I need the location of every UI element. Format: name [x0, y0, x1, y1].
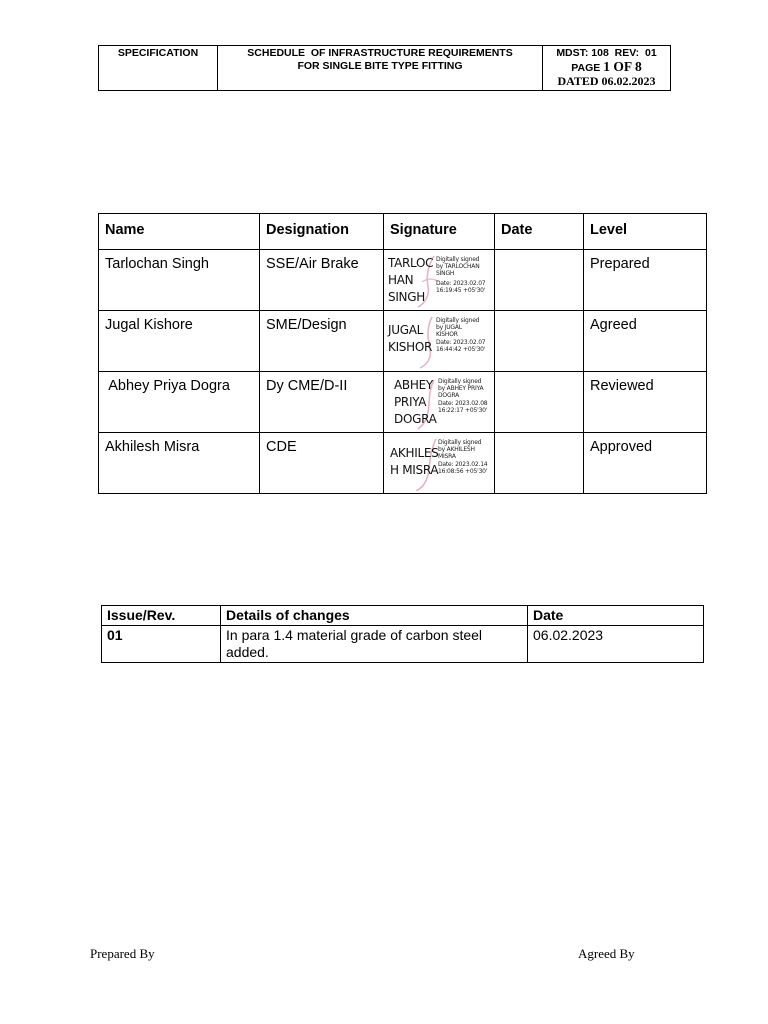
sig-detail-line: Date: 2023.02.07 — [436, 279, 486, 287]
table-row — [99, 433, 707, 494]
sig-detail-line: 16:22:17 +05'30' — [438, 406, 488, 414]
sig-name-line: DOGRA — [394, 412, 437, 426]
sig-detail-line: SINGH — [436, 270, 455, 278]
sig-detail-line: DOGRA — [438, 392, 460, 400]
col-level: Level — [584, 214, 707, 250]
sig-detail-line: KISHOR — [436, 331, 458, 339]
table-row — [99, 372, 707, 433]
doc-ref: MDST: 108 REV: 01 — [556, 47, 657, 59]
approval-level: Reviewed — [584, 372, 707, 433]
digital-signature — [384, 250, 495, 311]
sign-date — [495, 250, 584, 311]
signer-designation: Dy CME/D-II — [260, 372, 384, 433]
sign-date — [495, 433, 584, 494]
signature-details — [436, 317, 494, 353]
sig-name-line: JUGAL — [388, 323, 424, 337]
approval-level: Approved — [584, 433, 707, 494]
sig-name-line: PRIYA — [394, 395, 427, 409]
digital-signature — [384, 311, 495, 372]
approval-level: Agreed — [584, 311, 707, 372]
signer-designation: CDE — [260, 433, 384, 494]
issue-number: 01 — [102, 626, 221, 663]
sig-name-line: KISHOR — [388, 340, 433, 354]
col-name: Name — [99, 214, 260, 250]
sig-detail-line: 16:44:42 +05'30' — [436, 345, 486, 353]
digital-signature — [384, 372, 495, 433]
sig-detail-line: by AKHILESH — [438, 446, 475, 454]
signature-details — [438, 439, 496, 475]
sig-name-line: SINGH — [388, 290, 425, 304]
document-reference — [543, 46, 671, 91]
sig-name-line: AKHILES — [390, 446, 439, 460]
digital-signature — [384, 433, 495, 494]
signer-name: Jugal Kishore — [99, 311, 260, 372]
page-number — [546, 60, 667, 75]
signature-name — [390, 445, 438, 479]
document-title — [218, 46, 543, 91]
col-designation: Designation — [260, 214, 384, 250]
title-line-1: SCHEDULE OF INFRASTRUCTURE REQUIREMENTS — [247, 47, 513, 59]
signature-name — [388, 255, 433, 306]
title-line-2: FOR SINGLE BITE TYPE FITTING — [297, 60, 463, 72]
sig-detail-line: Date: 2023.02.14 — [438, 460, 488, 468]
table-row — [102, 626, 704, 663]
sign-date — [495, 372, 584, 433]
prepared-by-label: Prepared By — [90, 946, 155, 961]
page-count: 1 OF 8 — [603, 59, 642, 74]
signer-name: Tarlochan Singh — [99, 250, 260, 311]
signer-designation: SSE/Air Brake — [260, 250, 384, 311]
sig-name-line: HAN — [388, 273, 414, 287]
sig-name-line: ABHEY — [394, 378, 433, 392]
sig-detail-line: 16:19:45 +05'30' — [436, 286, 486, 294]
agreed-by-label: Agreed By — [578, 946, 635, 961]
revision-date: 06.02.2023 — [528, 626, 704, 663]
revision-header-row — [102, 606, 704, 626]
signature-name — [394, 377, 437, 428]
sig-detail-line: Date: 2023.02.07 — [436, 338, 486, 346]
signer-name: Abhey Priya Dogra — [99, 372, 260, 433]
sign-date — [495, 311, 584, 372]
change-details: In para 1.4 material grade of carbon steel added. — [221, 626, 528, 663]
signer-designation: SME/Design — [260, 311, 384, 372]
sig-detail-line: by TARLOCHAN — [436, 263, 480, 271]
sig-detail-line: Digitally signed — [436, 256, 480, 263]
signature-details — [436, 256, 494, 294]
approval-level: Prepared — [584, 250, 707, 311]
col-date: Date — [495, 214, 584, 250]
col-details: Details of changes — [221, 606, 528, 626]
sig-detail-line: by JUGAL — [436, 324, 462, 332]
document-header-table — [98, 45, 671, 91]
sig-detail-line: MISRA — [438, 453, 456, 461]
sig-detail-line: 16:08:56 +05'30' — [438, 467, 488, 475]
revision-table — [101, 605, 704, 663]
table-row — [99, 250, 707, 311]
col-issue-rev: Issue/Rev. — [102, 606, 221, 626]
sig-detail-line: by ABHEY PRIYA — [438, 385, 484, 393]
col-signature: Signature — [384, 214, 495, 250]
signature-name — [388, 322, 432, 356]
approval-table — [98, 213, 707, 494]
sig-name-line: TARLOC — [388, 256, 434, 270]
sig-detail-line: Digitally signed — [436, 317, 480, 324]
col-rev-date: Date — [528, 606, 704, 626]
sig-name-line: H MISRA — [390, 463, 439, 477]
dated: DATED 06.02.2023 — [557, 74, 656, 88]
signature-details — [438, 378, 496, 414]
sig-detail-line: Digitally signed — [438, 439, 482, 446]
page-prefix: PAGE — [571, 62, 604, 74]
table-row — [99, 311, 707, 372]
sig-detail-line: Digitally signed — [438, 378, 482, 385]
signer-name: Akhilesh Misra — [99, 433, 260, 494]
sig-detail-line: Date: 2023.02.08 — [438, 399, 488, 407]
approval-header-row — [99, 214, 707, 250]
spec-label: SPECIFICATION — [99, 46, 218, 91]
